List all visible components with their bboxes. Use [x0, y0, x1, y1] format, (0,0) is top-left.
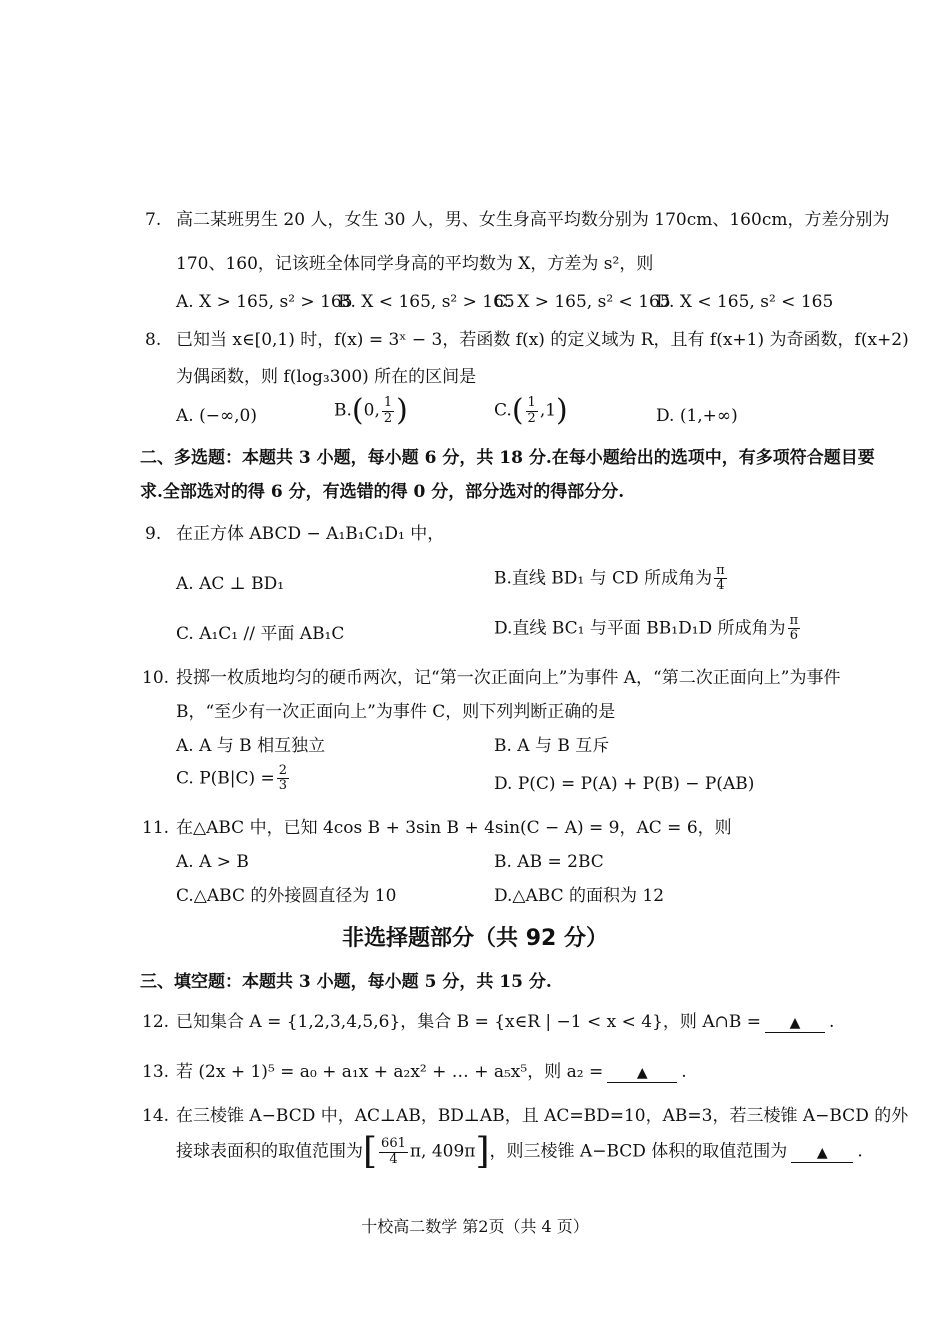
q11-option-a: A. A > B — [176, 852, 249, 872]
q8-stem-line2: 为偶函数，则 f(log₃300) 所在的区间是 — [176, 367, 477, 387]
q8-option-b-label: B. — [334, 400, 352, 421]
q9-number: 9. — [145, 524, 162, 544]
page-footer: 十校高二数学 第2页（共 4 页） — [361, 1217, 589, 1236]
q7-stem-line2: 170、160，记该班全体同学身高的平均数为 X，方差为 s²，则 — [176, 254, 654, 274]
q13-content — [176, 1062, 687, 1083]
q14-content: 接球表面积的取值范围为[ $\frac{661}{4}$ π, 409π]，则三棱锥 A−BCD 体积的取值范围为 ▲ . — [176, 1131, 863, 1172]
section3-text: 三、填空题：本题共 3 小题，每小题 5 分，共 15 分. — [140, 972, 552, 992]
q7-number: 7. — [145, 210, 162, 230]
q14-range-numerator: 661 — [381, 1136, 406, 1152]
q8-option-b-denominator: 2 — [383, 410, 393, 426]
q10-option-c-denominator: 3 — [278, 778, 288, 794]
q12-number: 12. — [142, 1012, 170, 1032]
q9-option-b-denominator: 4 — [716, 578, 725, 594]
q7-option-c: C. X > 165, s² < 165 — [494, 292, 671, 312]
q14-stem-line2-pre: 接球表面积的取值范围为 — [176, 1141, 363, 1162]
q9-option-b-fraction — [714, 564, 727, 594]
q9-option-c: C. A₁C₁ // 平面 AB₁C — [176, 624, 345, 644]
part2-title: 非选择题部分（共 92 分） — [342, 926, 608, 951]
q11-number: 11. — [142, 818, 170, 838]
q12-answer-blank[interactable] — [765, 1012, 825, 1033]
q11-stem: 在△ABC 中，已知 4cos B + 3sin B + 4sin(C − A) = 9，AC = 6，则 — [176, 818, 732, 838]
q10-option-c-fraction — [277, 764, 289, 794]
q11-option-d: D.△ABC 的面积为 12 — [494, 886, 665, 906]
q9-option-b — [494, 564, 729, 594]
q8-option-d: D. (1,+∞) — [656, 406, 738, 426]
q10-option-c-text: C. P(B|C) = — [176, 768, 275, 789]
q12-end: . — [829, 1012, 835, 1032]
q7-option-a: A. X > 165, s² > 165 — [176, 292, 353, 312]
q13-end: . — [681, 1062, 687, 1082]
q13-triangle-icon: ▲ — [636, 1065, 648, 1081]
q9-option-d-numerator: π — [789, 613, 799, 628]
q8-option-a: A. (−∞,0) — [176, 406, 257, 426]
q13-answer-blank[interactable] — [607, 1062, 677, 1083]
q9-stem: 在正方体 ABCD − A₁B₁C₁D₁ 中， — [176, 524, 445, 544]
q7-option-d: D. X < 165, s² < 165 — [656, 292, 834, 312]
q14-answer-blank[interactable] — [791, 1142, 853, 1163]
q12-triangle-icon: ▲ — [789, 1015, 801, 1031]
q8-option-c-numerator: 1 — [527, 395, 536, 411]
q14-number: 14. — [142, 1106, 170, 1126]
q8-option-c-fraction — [526, 396, 538, 426]
q12-content — [176, 1012, 834, 1033]
q8-option-b: B.(0, $\frac{1}{2}$ ) — [334, 393, 408, 428]
q8-number: 8. — [145, 330, 162, 350]
q14-range-denominator: 4 — [389, 1151, 398, 1167]
q10-option-d: D. P(C) = P(A) + P(B) − P(AB) — [494, 774, 755, 794]
q10-option-c — [176, 764, 291, 794]
q9-option-d — [494, 614, 802, 644]
q10-option-b: B. A 与 B 互斥 — [494, 736, 610, 756]
q8-option-b-fraction — [382, 396, 394, 426]
q8-option-b-pre: 0, — [363, 400, 380, 421]
q14-triangle-icon: ▲ — [816, 1144, 828, 1161]
q9-option-d-denominator: 6 — [789, 628, 798, 644]
q8-stem-line1: 已知当 x∈[0,1) 时，f(x) = 3ˣ − 3，若函数 f(x) 的定义域为 R，且有 f(x+1) 为奇函数，f(x+2) — [176, 330, 909, 350]
q8-option-c: C.( $\frac{1}{2}$ ,1) — [494, 393, 568, 428]
q10-stem-line1: 投掷一枚质地均匀的硬币两次，记“第一次正面向上”为事件 A，“第二次正面向上”为事件 — [176, 668, 841, 688]
q14-range-post: π, 409π — [409, 1141, 476, 1162]
q8-option-c-denominator: 2 — [527, 410, 536, 426]
q14-stem-line1: 在三棱锥 A−BCD 中，AC⊥AB，BD⊥AB，且 AC=BD=10，AB=3，若三棱锥 A−BCD 的外 — [176, 1106, 909, 1126]
q10-number: 10. — [142, 668, 170, 688]
q7-stem-line1: 高二某班男生 20 人，女生 30 人，男、女生身高平均数分别为 170cm、160cm，方差分别为 — [176, 210, 890, 230]
q9-option-a: A. AC ⊥ BD₁ — [176, 574, 285, 594]
q8-option-b-numerator: 1 — [383, 395, 393, 411]
q14-range-fraction — [379, 1137, 408, 1167]
section2-line1: 二、多选题：本题共 3 小题，每小题 6 分，共 18 分.在每小题给出的选项中，有多项符合题目要 — [140, 448, 875, 468]
q13-number: 13. — [142, 1062, 170, 1082]
q11-option-b: B. AB = 2BC — [494, 852, 604, 872]
q10-option-c-numerator: 2 — [278, 763, 288, 778]
q9-option-b-numerator: π — [716, 563, 725, 578]
section2-line2: 求.全部选对的得 6 分，有选错的得 0 分，部分选对的得部分分. — [140, 482, 625, 502]
q9-option-d-text: D.直线 BC₁ 与平面 BB₁D₁D 所成角为 — [494, 618, 786, 639]
q7-option-b: B. X < 165, s² > 165 — [338, 292, 515, 312]
q9-option-d-fraction — [788, 614, 801, 644]
q13-stem: 若 (2x + 1)⁵ = a₀ + a₁x + a₂x² + … + a₅x⁵，则 a₂ = — [176, 1062, 604, 1082]
q8-option-c-label: C. — [494, 400, 512, 421]
q10-option-a: A. A 与 B 相互独立 — [176, 736, 326, 756]
q14-stem-line2-post: ，则三棱锥 A−BCD 体积的取值范围为 — [489, 1141, 788, 1162]
q10-stem-line2: B，“至少有一次正面向上”为事件 C，则下列判断正确的是 — [176, 702, 616, 722]
q12-stem: 已知集合 A = {1,2,3,4,5,6}，集合 B = {x∈R | −1 < x < 4}，则 A∩B = — [176, 1012, 761, 1032]
q14-end: . — [857, 1141, 863, 1162]
q8-option-c-post: ,1 — [539, 400, 557, 421]
q9-option-b-text: B.直线 BD₁ 与 CD 所成角为 — [494, 568, 713, 589]
q11-option-c: C.△ABC 的外接圆直径为 10 — [176, 886, 397, 906]
